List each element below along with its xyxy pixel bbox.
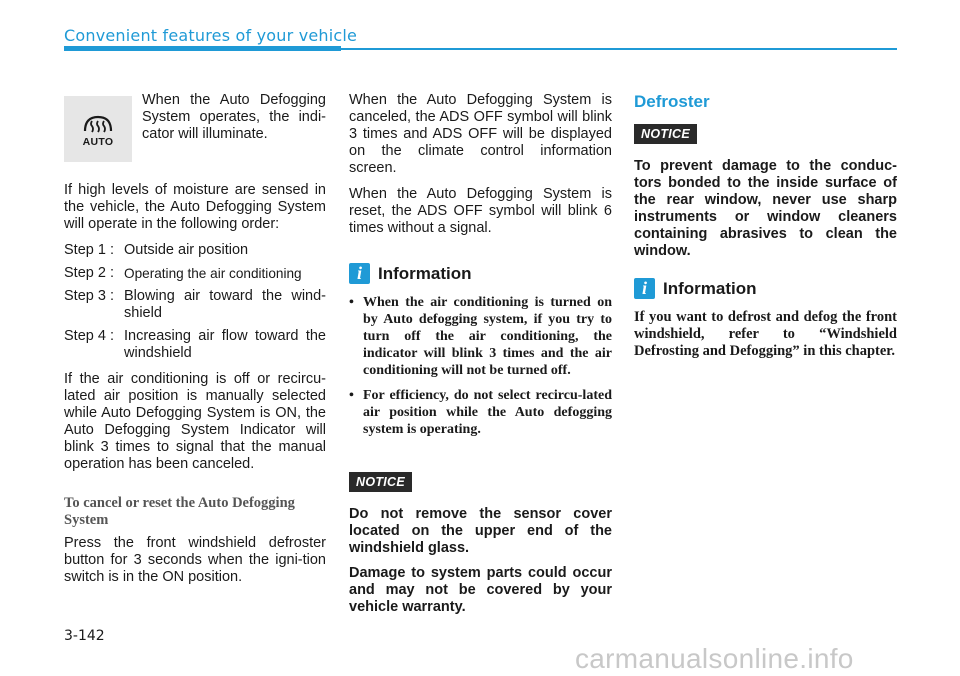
step-text: Outside air position bbox=[124, 242, 249, 258]
auto-icon-label: AUTO bbox=[82, 135, 114, 148]
step-label: Step 3 : bbox=[64, 288, 114, 304]
page-number: 3-142 bbox=[64, 628, 105, 644]
auto-indicator-row bbox=[64, 92, 326, 162]
information-title: Information bbox=[663, 278, 757, 298]
recirculation-paragraph: If the air conditioning is off or recircu-lated air position is manually selected while Auto Defogging System is ON, the Auto Defogging System Indicator will blink 3 times to signal that the manual operation has been canceled. bbox=[64, 371, 326, 472]
bullet-dot-icon: • bbox=[349, 388, 354, 403]
cancel-reset-subheading: To cancel or reset the Auto Defogging System bbox=[64, 495, 295, 528]
column-left bbox=[64, 92, 326, 595]
press-button-paragraph: Press the front windshield defroster button for 3 seconds when the igni-tion switch is in the ON position. bbox=[64, 535, 326, 585]
information-title: Information bbox=[378, 263, 472, 283]
column-right bbox=[634, 92, 897, 360]
defrost-info-text: If you want to defrost and defog the front windshield, refer to “Windshield Defrosting and Defogging” in this chapter. bbox=[634, 309, 897, 359]
step-text: Increasing air flow toward the windshield bbox=[124, 328, 326, 361]
step-label: Step 4 : bbox=[64, 328, 114, 344]
header-rule-thin bbox=[341, 48, 897, 50]
moisture-paragraph: If high levels of moisture are sensed in the vehicle, the Auto Defogging System will operate in the following order: bbox=[64, 182, 326, 232]
defroster-notice-text: To prevent damage to the conduc-tors bonded to the inside surface of the rear window, never use sharp instruments or window cleaners containing abrasives to clean the window. bbox=[634, 158, 897, 259]
info-bullet-text: For efficiency, do not select recircu-lated air position while the Auto defogging system is operating. bbox=[363, 388, 612, 437]
notice-badge: NOTICE bbox=[634, 124, 697, 144]
auto-defog-icon bbox=[64, 96, 132, 162]
step-item bbox=[64, 265, 326, 282]
step-label: Step 1 : bbox=[64, 242, 114, 258]
info-bullet-text: When the air conditioning is turned on by Auto defogging system, if you try to turn off the air conditioning, the indicator will blink 3 times and the air conditioning will not be turned off. bbox=[363, 295, 612, 378]
notice-sensor-text: Do not remove the sensor cover located on the upper end of the windshield glass. bbox=[349, 506, 612, 556]
ads-canceled-paragraph: When the Auto Defogging System is canceled, the ADS OFF symbol will blink 3 times and ADS OFF will be displayed on the climate control information screen. bbox=[349, 92, 612, 176]
step-label: Step 2 : bbox=[64, 265, 114, 281]
header-title: Convenient features of your vehicle bbox=[64, 26, 358, 45]
information-heading bbox=[349, 263, 612, 284]
header-rule-thick bbox=[64, 46, 341, 51]
column-middle bbox=[349, 92, 612, 624]
notice-badge: NOTICE bbox=[349, 472, 412, 492]
step-text: Blowing air toward the wind-shield bbox=[124, 288, 326, 321]
step-item bbox=[64, 288, 326, 322]
step-text: Operating the air conditioning bbox=[124, 266, 302, 281]
auto-indicator-text: When the Auto Defogging System operates, the indi-cator will illuminate. bbox=[142, 92, 326, 142]
ads-reset-paragraph: When the Auto Defogging System is reset, the ADS OFF symbol will blink 6 times without a signal. bbox=[349, 186, 612, 236]
step-item bbox=[64, 242, 326, 259]
defog-symbol-icon bbox=[82, 111, 114, 135]
info-bullet bbox=[349, 387, 612, 438]
watermark: carmanualsonline.info bbox=[575, 643, 854, 674]
information-heading bbox=[634, 278, 897, 299]
defroster-title: Defroster bbox=[634, 92, 710, 111]
info-icon: i bbox=[634, 278, 655, 299]
info-bullet bbox=[349, 294, 612, 379]
step-item bbox=[64, 328, 326, 362]
notice-warranty-text: Damage to system parts could occur and may not be covered by your vehicle warranty. bbox=[349, 565, 612, 615]
bullet-dot-icon: • bbox=[349, 295, 354, 310]
info-icon: i bbox=[349, 263, 370, 284]
